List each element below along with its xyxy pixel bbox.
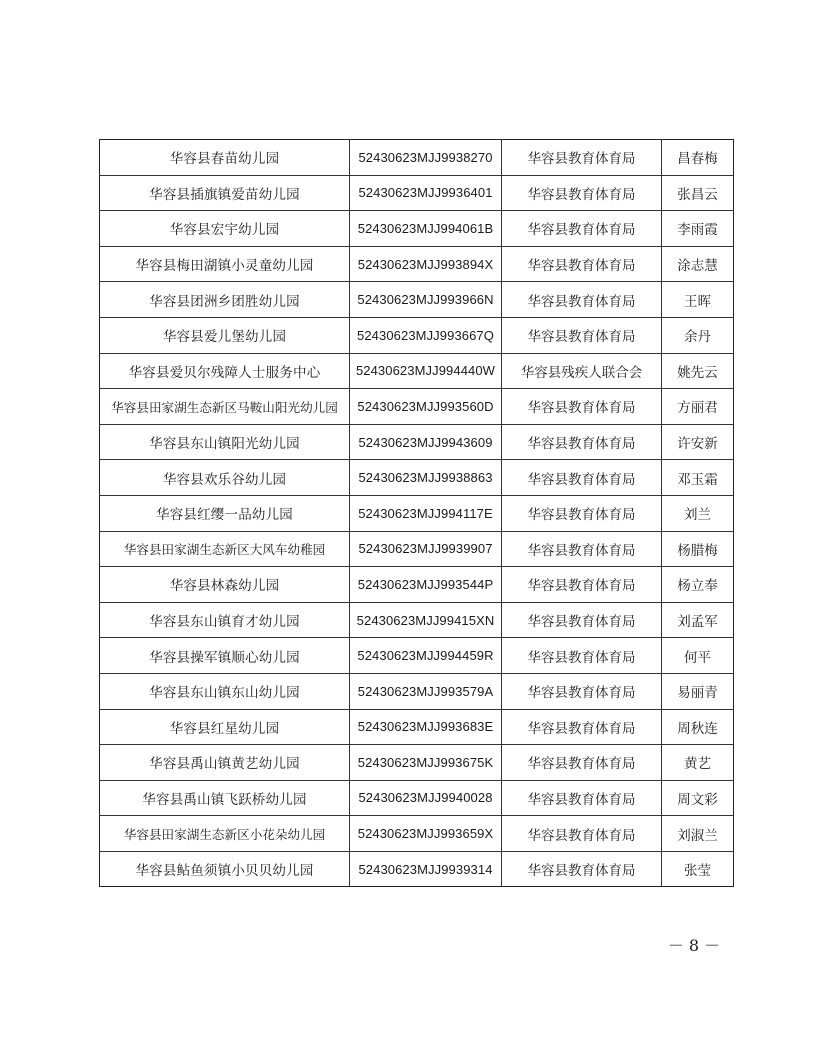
department-cell: 华容县教育体育局 <box>502 602 662 638</box>
representative-cell: 方丽君 <box>662 389 734 425</box>
org-name-cell: 华容县爱贝尔残障人士服务中心 <box>100 353 350 389</box>
org-name-cell: 华容县红缨一品幼儿园 <box>100 495 350 531</box>
table-row <box>100 567 734 603</box>
org-name-cell: 华容县东山镇阳光幼儿园 <box>100 424 350 460</box>
table-row <box>100 317 734 353</box>
credit-code-cell: 52430623MJJ994117E <box>350 495 502 531</box>
credit-code-cell: 52430623MJJ9943609 <box>350 424 502 460</box>
representative-cell: 许安新 <box>662 424 734 460</box>
representative-cell: 黄艺 <box>662 745 734 781</box>
table-row <box>100 673 734 709</box>
org-name-cell: 华容县鲇鱼须镇小贝贝幼儿园 <box>100 851 350 887</box>
credit-code-cell: 52430623MJJ9938270 <box>350 140 502 176</box>
credit-code-cell: 52430623MJJ993544P <box>350 567 502 603</box>
org-name-cell: 华容县欢乐谷幼儿园 <box>100 460 350 496</box>
department-cell: 华容县残疾人联合会 <box>502 353 662 389</box>
org-name-cell: 华容县宏宇幼儿园 <box>100 211 350 247</box>
department-cell: 华容县教育体育局 <box>502 140 662 176</box>
credit-code-cell: 52430623MJJ993675K <box>350 745 502 781</box>
org-name-cell: 华容县红星幼儿园 <box>100 709 350 745</box>
representative-cell: 昌春梅 <box>662 140 734 176</box>
table-row <box>100 780 734 816</box>
representative-cell: 杨腊梅 <box>662 531 734 567</box>
representative-cell: 王晖 <box>662 282 734 318</box>
credit-code-cell: 52430623MJJ993560D <box>350 389 502 425</box>
department-cell: 华容县教育体育局 <box>502 745 662 781</box>
department-cell: 华容县教育体育局 <box>502 424 662 460</box>
table-row <box>100 851 734 887</box>
representative-cell: 余丹 <box>662 317 734 353</box>
credit-code-cell: 52430623MJJ9940028 <box>350 780 502 816</box>
table-row <box>100 602 734 638</box>
department-cell: 华容县教育体育局 <box>502 282 662 318</box>
table-row <box>100 709 734 745</box>
credit-code-cell: 52430623MJJ9939907 <box>350 531 502 567</box>
credit-code-cell: 52430623MJJ9938863 <box>350 460 502 496</box>
credit-code-cell: 52430623MJJ9939314 <box>350 851 502 887</box>
org-name-cell: 华容县插旗镇爱苗幼儿园 <box>100 175 350 211</box>
table-row <box>100 353 734 389</box>
department-cell: 华容县教育体育局 <box>502 389 662 425</box>
org-name-cell: 华容县团洲乡团胜幼儿园 <box>100 282 350 318</box>
representative-cell: 刘兰 <box>662 495 734 531</box>
representative-cell: 邓玉霜 <box>662 460 734 496</box>
representative-cell: 姚先云 <box>662 353 734 389</box>
table-row <box>100 246 734 282</box>
table-row <box>100 638 734 674</box>
table-row <box>100 175 734 211</box>
representative-cell: 张莹 <box>662 851 734 887</box>
table-row <box>100 460 734 496</box>
credit-code-cell: 52430623MJJ99415XN <box>350 602 502 638</box>
credit-code-cell: 52430623MJJ994459R <box>350 638 502 674</box>
department-cell: 华容县教育体育局 <box>502 531 662 567</box>
department-cell: 华容县教育体育局 <box>502 495 662 531</box>
department-cell: 华容县教育体育局 <box>502 460 662 496</box>
department-cell: 华容县教育体育局 <box>502 175 662 211</box>
representative-cell: 刘淑兰 <box>662 816 734 852</box>
credit-code-cell: 52430623MJJ993966N <box>350 282 502 318</box>
org-name-cell: 华容县东山镇育才幼儿园 <box>100 602 350 638</box>
department-cell: 华容县教育体育局 <box>502 816 662 852</box>
department-cell: 华容县教育体育局 <box>502 780 662 816</box>
representative-cell: 易丽青 <box>662 673 734 709</box>
org-name-cell: 华容县田家湖生态新区大风车幼稚园 <box>100 531 350 567</box>
representative-cell: 杨立奉 <box>662 567 734 603</box>
table-row <box>100 140 734 176</box>
department-cell: 华容县教育体育局 <box>502 317 662 353</box>
table-row <box>100 389 734 425</box>
department-cell: 华容县教育体育局 <box>502 246 662 282</box>
table-row <box>100 816 734 852</box>
credit-code-cell: 52430623MJJ994061B <box>350 211 502 247</box>
table-row <box>100 211 734 247</box>
department-cell: 华容县教育体育局 <box>502 673 662 709</box>
credit-code-cell: 52430623MJJ993683E <box>350 709 502 745</box>
table-body <box>100 140 734 887</box>
representative-cell: 刘孟军 <box>662 602 734 638</box>
representative-cell: 李雨霞 <box>662 211 734 247</box>
table-row <box>100 495 734 531</box>
org-name-cell: 华容县田家湖生态新区小花朵幼儿园 <box>100 816 350 852</box>
registry-table <box>99 139 734 887</box>
org-name-cell: 华容县禹山镇黄艺幼儿园 <box>100 745 350 781</box>
table-row <box>100 424 734 460</box>
org-name-cell: 华容县东山镇东山幼儿园 <box>100 673 350 709</box>
org-name-cell: 华容县禹山镇飞跃桥幼儿园 <box>100 780 350 816</box>
department-cell: 华容县教育体育局 <box>502 211 662 247</box>
department-cell: 华容县教育体育局 <box>502 709 662 745</box>
org-name-cell: 华容县春苗幼儿园 <box>100 140 350 176</box>
credit-code-cell: 52430623MJJ993894X <box>350 246 502 282</box>
department-cell: 华容县教育体育局 <box>502 567 662 603</box>
page-number: － 8 － <box>667 936 721 955</box>
department-cell: 华容县教育体育局 <box>502 851 662 887</box>
representative-cell: 何平 <box>662 638 734 674</box>
credit-code-cell: 52430623MJJ993659X <box>350 816 502 852</box>
representative-cell: 涂志慧 <box>662 246 734 282</box>
representative-cell: 周文彩 <box>662 780 734 816</box>
org-name-cell: 华容县林森幼儿园 <box>100 567 350 603</box>
credit-code-cell: 52430623MJJ9936401 <box>350 175 502 211</box>
credit-code-cell: 52430623MJJ993579A <box>350 673 502 709</box>
table-row <box>100 745 734 781</box>
org-name-cell: 华容县爱儿堡幼儿园 <box>100 317 350 353</box>
representative-cell: 张昌云 <box>662 175 734 211</box>
table-row <box>100 282 734 318</box>
org-name-cell: 华容县梅田湖镇小灵童幼儿园 <box>100 246 350 282</box>
org-name-cell: 华容县操军镇顺心幼儿园 <box>100 638 350 674</box>
credit-code-cell: 52430623MJJ993667Q <box>350 317 502 353</box>
credit-code-cell: 52430623MJJ994440W <box>350 353 502 389</box>
table-row <box>100 531 734 567</box>
representative-cell: 周秋连 <box>662 709 734 745</box>
department-cell: 华容县教育体育局 <box>502 638 662 674</box>
org-name-cell: 华容县田家湖生态新区马鞍山阳光幼儿园 <box>100 389 350 425</box>
